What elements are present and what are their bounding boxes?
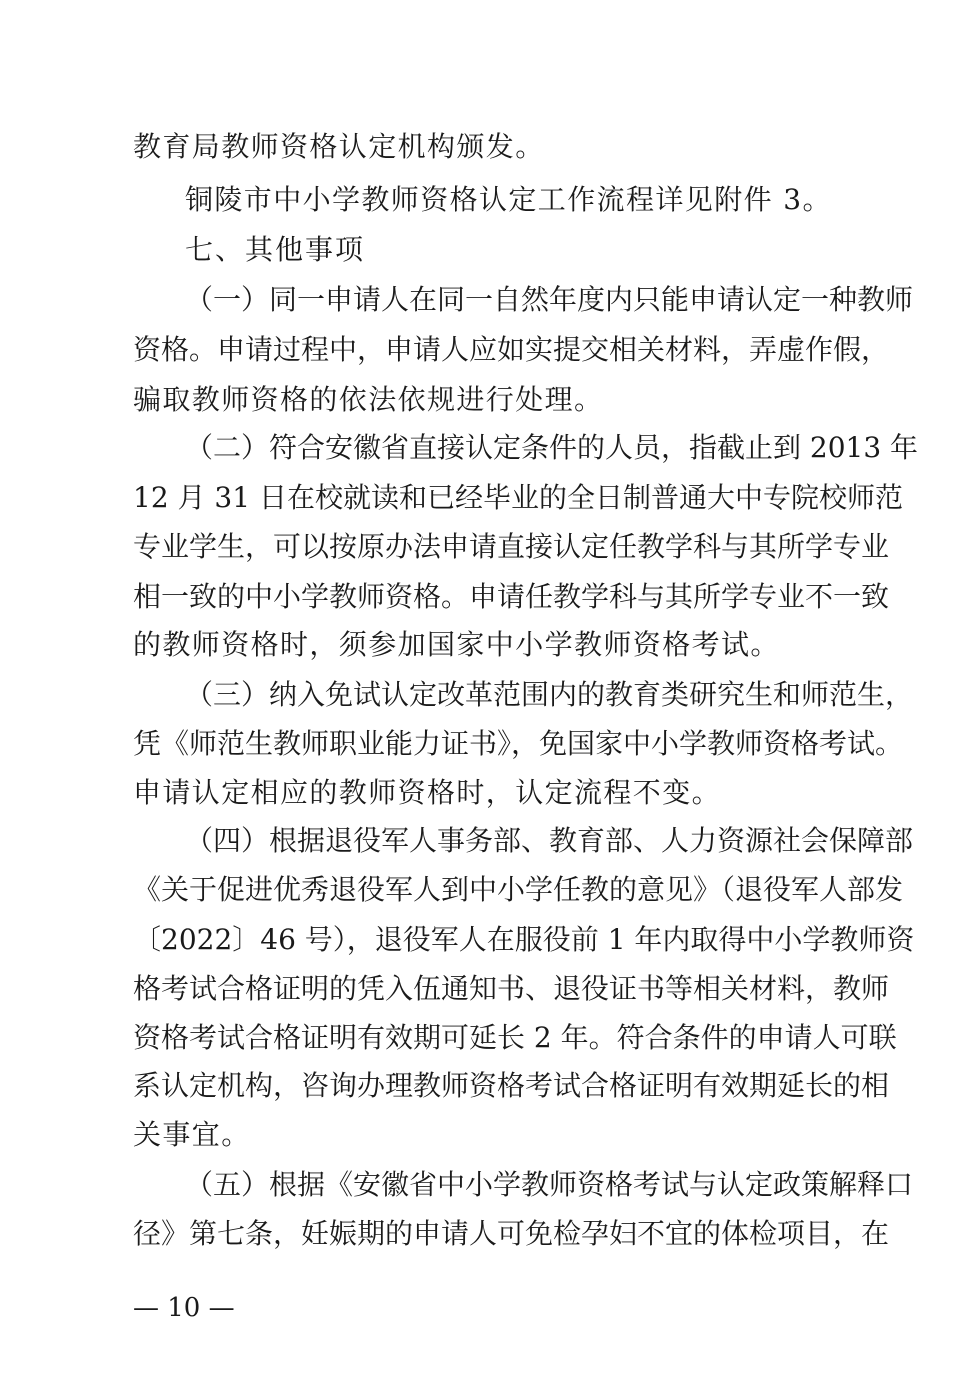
text-line: 的教师资格时，须参加国家中小学教师资格考试。: [133, 628, 780, 661]
section-heading: 七、其他事项: [185, 233, 366, 266]
text-line: 教育局教师资格认定机构颁发。: [133, 130, 545, 163]
text-line: 12 月 31 日在校就读和已经毕业的全日制普通大中专院校师范: [133, 481, 903, 514]
text-line: 《关于促进优秀退役军人到中小学任教的意见》（退役军人部发: [133, 873, 904, 906]
text-line: 申请认定相应的教师资格时，认定流程不变。: [133, 776, 722, 809]
text-line: 格考试合格证明的凭入伍通知书、退役证书等相关材料，教师: [133, 972, 890, 1005]
text-line: 凭《师范生教师职业能力证书》，免国家中小学教师资格考试。: [133, 727, 904, 760]
text-line: （四）根据退役军人事务部、教育部、人力资源社会保障部: [185, 824, 914, 857]
text-line: （二）符合安徽省直接认定条件的人员，指截止到 2013 年: [185, 431, 919, 464]
text-line: 资格考试合格证明有效期可延长 2 年。符合条件的申请人可联: [133, 1021, 897, 1054]
text-line: 专业学生，可以按原办法申请直接认定任教学科与其所学专业: [133, 530, 890, 563]
text-line: 资格。申请过程中，申请人应如实提交相关材料，弄虚作假，: [133, 333, 890, 366]
text-line: 径》第七条，妊娠期的申请人可免检孕妇不宜的体检项目，在: [133, 1217, 890, 1250]
text-line: 铜陵市中小学教师资格认定工作流程详见附件 3。: [185, 183, 832, 216]
text-line: 关事宜。: [133, 1118, 251, 1151]
text-line: （三）纳入免试认定改革范围内的教育类研究生和师范生，: [185, 678, 914, 711]
page-number: — 10 —: [133, 1293, 235, 1323]
text-line: （一）同一申请人在同一自然年度内只能申请认定一种教师: [185, 283, 914, 316]
text-line: 骗取教师资格的依法依规进行处理。: [133, 383, 604, 416]
text-line: 相一致的中小学教师资格。申请任教学科与其所学专业不一致: [133, 580, 890, 613]
text-line: 系认定机构，咨询办理教师资格考试合格证明有效期延长的相: [133, 1069, 890, 1102]
text-line: （五）根据《安徽省中小学教师资格考试与认定政策解释口: [185, 1168, 914, 1201]
text-line: 〔2022〕46 号），退役军人在服役前 1 年内取得中小学教师资: [133, 923, 915, 956]
